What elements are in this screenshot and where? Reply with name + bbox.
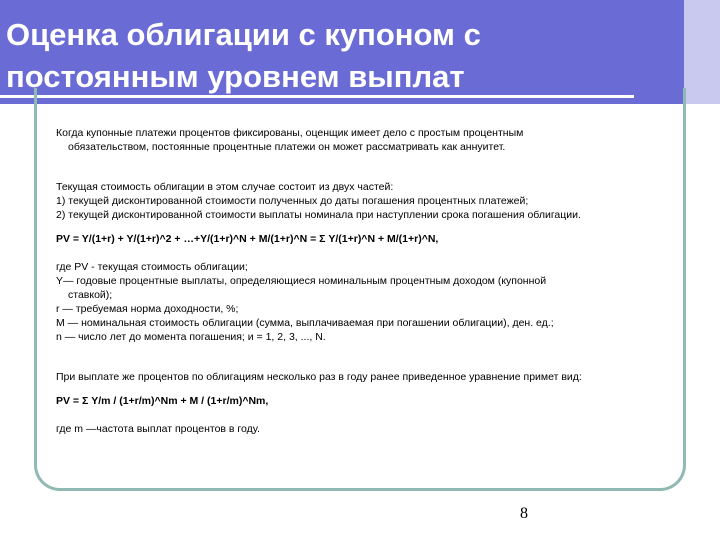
spacer <box>56 222 686 232</box>
intro-line-2: обязательством, постоянные процентные платежи он может рассматривать как аннуитет. <box>68 141 506 153</box>
spacer <box>56 408 686 422</box>
part-2: 2) текущей дисконтированной стоимости выплаты номинала при наступлении срока погашения облигации. <box>56 209 581 221</box>
definition-y: Y— годовые процентные выплаты, определяющиеся номинальным процентным доходом (купонной <box>56 275 547 287</box>
spacer <box>56 344 686 370</box>
slide-title <box>6 14 646 98</box>
definition-n: n — число лет до момента погашения; и = 1, 2, 3, ..., N. <box>56 331 326 343</box>
parts-heading: Текущая стоимость облигации в этом случае состоит из двух частей: <box>56 181 394 193</box>
spacer <box>56 246 686 260</box>
definition-frequency: где m —частота выплат процентов в году. <box>56 423 260 435</box>
slide-title-line-1: Оценка облигации с купоном с <box>6 17 481 52</box>
definition-pv: где PV - текущая стоимость облигации; <box>56 261 248 273</box>
title-corner-accent <box>684 0 720 104</box>
page-number: 8 <box>520 505 528 522</box>
formula-multi-payment: PV = Σ Y/m / (1+r/m)^Nm + M / (1+r/m)^Nm, <box>56 395 269 407</box>
definition-r: r — требуемая норма доходности, %; <box>56 303 239 315</box>
spacer <box>56 384 686 394</box>
definition-m: М — номинальная стоимость облигации (сумма, выплачиваемая при погашении облигации), ден. ед.; <box>56 317 554 329</box>
multi-payment-text: При выплате же процентов по облигациям несколько раз в году ранее приведенное уравнение примет вид: <box>56 371 582 383</box>
intro-line-1: Когда купонные платежи процентов фиксированы, оценщик имеет дело с простым процентным <box>56 127 524 139</box>
spacer <box>56 154 686 180</box>
slide-content <box>56 126 686 436</box>
formula-annuity: PV = Y/(1+r) + Y/(1+r)^2 + …+Y/(1+r)^N + M/(1+r)^N = Σ Y/(1+r)^N + M/(1+r)^N, <box>56 233 439 245</box>
part-1: 1) текущей дисконтированной стоимости полученных до даты погашения процентных платежей; <box>56 195 529 207</box>
slide-title-line-2: постоянным уровнем выплат <box>6 59 465 94</box>
definition-y-cont: ставкой); <box>68 289 113 301</box>
